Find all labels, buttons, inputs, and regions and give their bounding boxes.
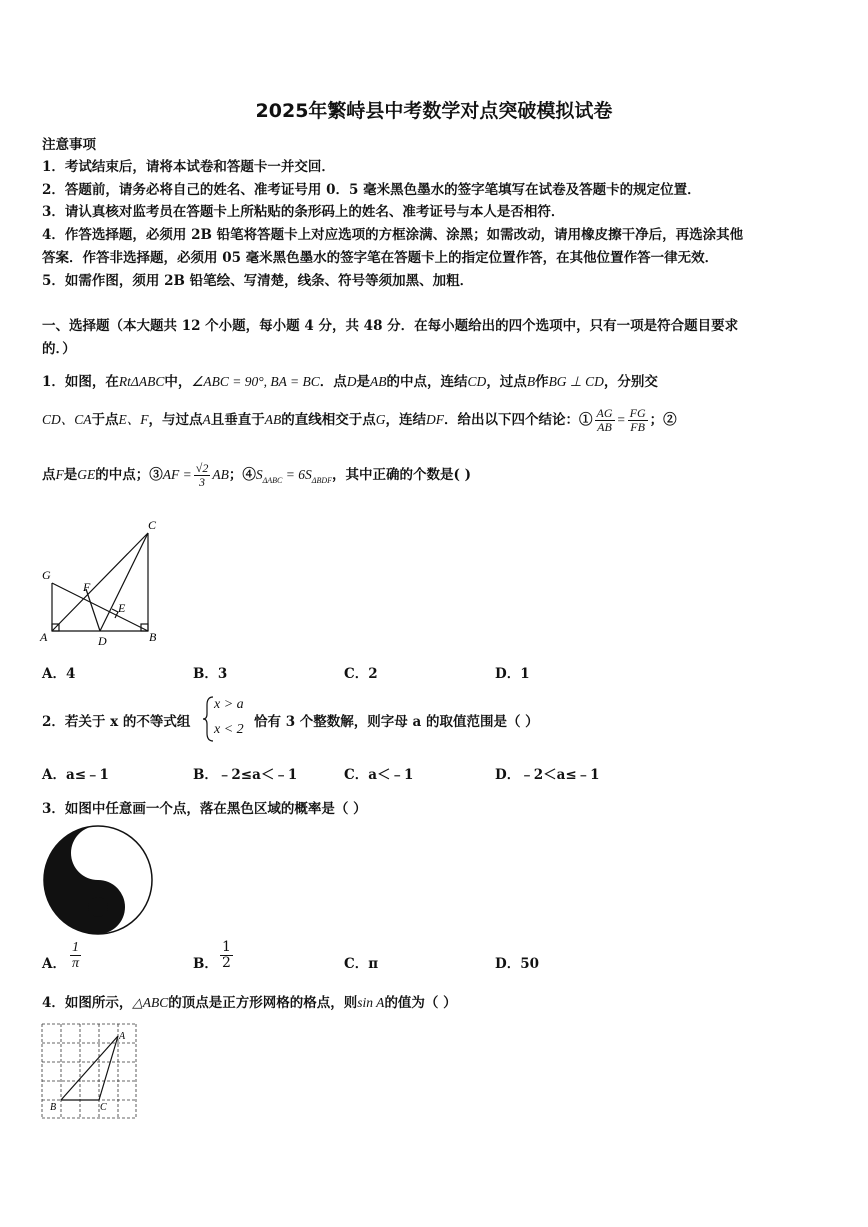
q3-text: 3．如图中任意画一个点，落在黑色区域的概率是（ ）: [42, 801, 367, 817]
q4-label-C: C: [100, 1102, 107, 1113]
q3-choice-b-fraction[interactable]: $\frac{1}{2}$: [222, 939, 231, 972]
notice-item-2: 2．答题前，请务必将自己的姓名、准考证号用 0．5 毫米黑色墨水的签字笔填写在试卷及答题卡的规定位置．: [42, 182, 701, 198]
q3-choice-a-fraction[interactable]: $\frac{1}{\pi}$: [71, 940, 79, 972]
q1-choice-b[interactable]: B．3: [193, 666, 228, 682]
q2-text-end: 恰有 3 个整数解，则字母 a 的取值范围是（ ）: [254, 714, 539, 730]
section-heading-cont: 的．）: [42, 341, 76, 357]
q2-brace-icon: [201, 695, 215, 743]
q1-choice-d[interactable]: D．1: [495, 666, 530, 682]
q4-label-A: A: [119, 1031, 126, 1042]
q2-text-start: 2．若关于 x 的不等式组: [42, 714, 191, 730]
q3-choice-a-label[interactable]: A．: [42, 956, 66, 972]
q1-label-C: C: [148, 518, 157, 532]
q3-choice-b-label[interactable]: B．: [193, 956, 218, 972]
q1-label-F: F: [83, 580, 91, 594]
notice-item-1: 1．考试结束后，请将本试卷和答题卡一并交回．: [42, 159, 335, 175]
notice-item-4: 4．作答选择题，必须用 2B 铅笔将答题卡上对应选项的方框涂满、涂黑；如需改动，请用橡皮擦干净后，再选涂其他: [42, 227, 744, 243]
q1-line-3: 点F是GE的中点；③AF = $\frac{√2}{3}$ AB；$④S_{\Delta ABC} = 6S_{\Delta BDF}$，其中正确的个数是( ): [42, 461, 471, 490]
q3-choice-d[interactable]: D．50: [495, 956, 539, 972]
q1-line-2: CD、CA于点E、F，与过点A且垂直于AB的直线相交于点G，连结DF．给出以下四个结论：① $\frac{AG}{AB}$ = $\frac{FG}{FB}$ ；②: [42, 406, 677, 435]
q2-choice-a[interactable]: A．a≤﹣1: [42, 767, 109, 783]
notice-heading: 注意事项: [42, 137, 96, 153]
q4-grid-figure: [40, 1022, 140, 1122]
q1-fraction-fg-fb: $\frac{FG}{FB}$: [629, 406, 646, 435]
q1-label-A: A: [40, 630, 48, 644]
q4-text: 4．如图所示，△ABC的顶点是正方形网格的格点，则sin A的值为（ ）: [42, 995, 457, 1011]
q2-choice-b[interactable]: B．﹣2≤a＜﹣1: [193, 767, 298, 783]
q1-fraction-sqrt2-3: $\frac{√2}{3}$: [195, 461, 209, 490]
yin-yang-figure: [40, 824, 156, 936]
notice-item-3: 3．请认真核对监考员在答题卡上所粘贴的条形码上的姓名、准考证号与本人是否相符．: [42, 204, 565, 220]
q1-label-E: E: [118, 601, 126, 615]
q2-inequality-1: x > a: [214, 697, 244, 712]
page-title: 2025年繁峙县中考数学对点突破模拟试卷: [255, 100, 613, 122]
q1-choice-a[interactable]: A．4: [42, 666, 76, 682]
q1-triangle-figure: [36, 515, 166, 647]
q3-choice-c[interactable]: C．π: [344, 956, 379, 972]
q1-fraction-ag-ab: $\frac{AG}{AB}$: [596, 406, 613, 435]
q4-label-B: B: [50, 1102, 57, 1113]
q1-label-G: G: [42, 568, 51, 582]
q1-label-D: D: [98, 634, 107, 647]
q2-choice-c[interactable]: C．a＜﹣1: [344, 767, 414, 783]
q1-line-1: 1．如图，在RtΔABC中，∠ABC = 90°, BA = BC．点D是AB的中点，连结CD，过点B作BG ⊥ CD，分别交: [42, 374, 658, 390]
section-heading: 一、选择题（本大题共 12 个小题，每小题 4 分，共 48 分．在每小题给出的四个选项中，只有一项是符合题目要求: [42, 318, 739, 334]
notice-item-4-cont: 答案．作答非选择题，必须用 05 毫米黑色墨水的签字笔在答题卡上的指定位置作答，在其他位置作答一律无效．: [42, 250, 719, 266]
q1-choice-c[interactable]: C．2: [344, 666, 378, 682]
notice-item-5: 5．如需作图，须用 2B 铅笔绘、写清楚，线条、符号等须加黑、加粗．: [42, 273, 474, 289]
q2-inequality-2: x < 2: [214, 722, 244, 737]
q2-choice-d[interactable]: D．﹣2＜a≤﹣1: [495, 767, 600, 783]
q1-label-B: B: [149, 630, 157, 644]
